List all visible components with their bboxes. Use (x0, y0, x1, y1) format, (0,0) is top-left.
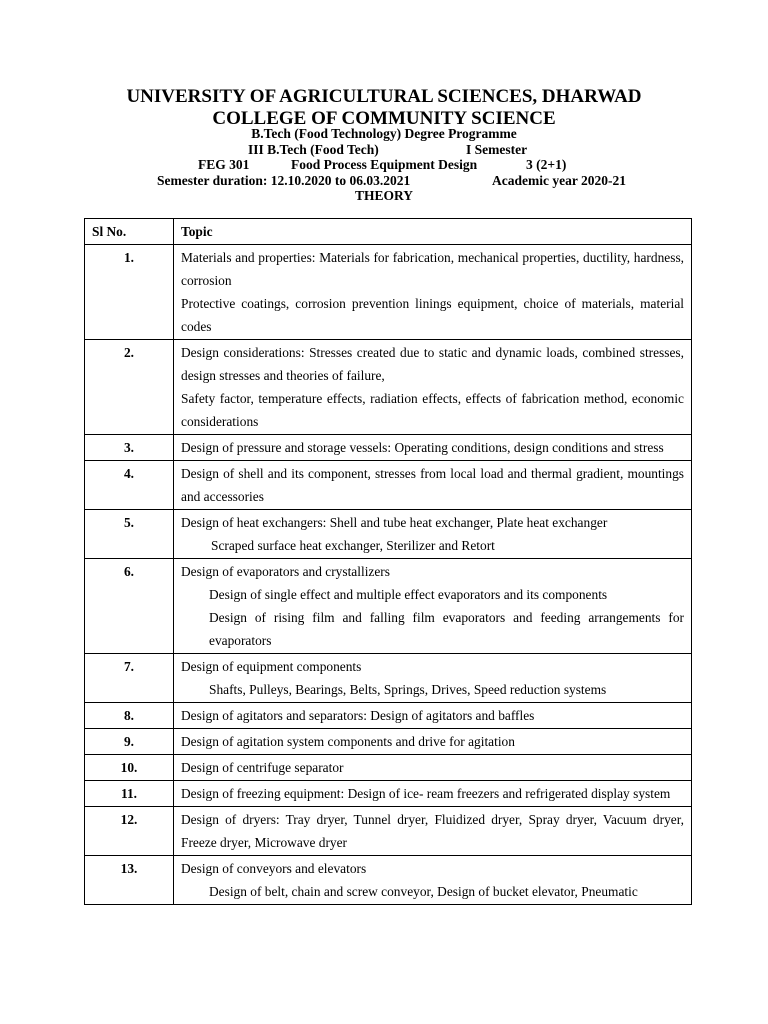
topic-text: Design of heat exchangers: Shell and tube heat exchanger, Plate heat exchanger (181, 515, 608, 530)
topic-text: Design of single effect and multiple effect evaporators and its components (209, 587, 608, 602)
topic-text: Design of agitation system components and drive for agitation (181, 734, 515, 749)
topic-cell (174, 703, 692, 729)
table-row (85, 340, 692, 435)
semester-duration: Semester duration: 12.10.2020 to 06.03.2021 (157, 173, 411, 188)
row-number: 1. (85, 245, 174, 340)
topic-text: Safety factor, temperature effects, radiation effects, effects of fabrication method, economic considerations (181, 391, 684, 429)
table-row (85, 510, 692, 559)
course-title: Food Process Equipment Design (291, 157, 478, 172)
row-number: 11. (85, 781, 174, 807)
semester-name: I Semester (466, 142, 528, 157)
table-header-row (85, 219, 692, 245)
row-number: 12. (85, 807, 174, 856)
topic-cell (174, 856, 692, 905)
row-number: 7. (85, 654, 174, 703)
academic-year: Academic year 2020-21 (492, 173, 626, 188)
topic-cell (174, 807, 692, 856)
row-number: 10. (85, 755, 174, 781)
topic-cell (174, 245, 692, 340)
topic-text: Design of equipment components (181, 659, 362, 674)
table-row (85, 703, 692, 729)
course-code: FEG 301 (198, 157, 250, 172)
table-row (85, 755, 692, 781)
row-number: 6. (85, 559, 174, 654)
topic-cell (174, 559, 692, 654)
topic-text: Design of centrifuge separator (181, 760, 344, 775)
column-header-topic: Topic (174, 219, 692, 245)
topic-cell (174, 729, 692, 755)
topic-text: Design of conveyors and elevators (181, 861, 367, 876)
table-row (85, 654, 692, 703)
table-row (85, 856, 692, 905)
topic-text: Design of belt, chain and screw conveyor, Design of bucket elevator, Pneumatic (209, 884, 638, 899)
table-row (85, 559, 692, 654)
topic-text: Design of freezing equipment: Design of ice- ream freezers and refrigerated display system (181, 786, 671, 801)
topic-text: Design of agitators and separators: Design of agitators and baffles (181, 708, 535, 723)
table-row (85, 245, 692, 340)
table-row (85, 729, 692, 755)
table-row (85, 781, 692, 807)
topic-text: Design of dryers: Tray dryer, Tunnel dryer, Fluidized dryer, Spray dryer, Vacuum dryer, Freeze dryer, Microwave dryer (181, 812, 684, 850)
university-name: UNIVERSITY OF AGRICULTURAL SCIENCES, DHARWAD (126, 86, 642, 107)
row-number: 8. (85, 703, 174, 729)
row-number: 13. (85, 856, 174, 905)
topic-text: Protective coatings, corrosion prevention linings equipment, choice of materials, material codes (181, 296, 684, 334)
row-number: 9. (85, 729, 174, 755)
topic-text: Scraped surface heat exchanger, Sterilizer and Retort (211, 538, 495, 553)
topic-cell (174, 654, 692, 703)
topic-cell (174, 781, 692, 807)
table-row (85, 461, 692, 510)
row-number: 4. (85, 461, 174, 510)
topic-text: Design considerations: Stresses created due to static and dynamic loads, combined stresses, design stresses and theories of failure, (181, 345, 684, 383)
syllabus-table (84, 218, 692, 905)
topic-text: Design of shell and its component, stresses from local load and thermal gradient, mountings and accessories (181, 466, 684, 504)
topic-cell (174, 435, 692, 461)
topic-cell (174, 510, 692, 559)
college-name: COLLEGE OF COMMUNITY SCIENCE (212, 108, 556, 129)
topic-text: Design of rising film and falling film evaporators and feeding arrangements for evaporators (209, 610, 684, 648)
topic-text: Shafts, Pulleys, Bearings, Belts, Springs, Drives, Speed reduction systems (209, 682, 607, 697)
table-row (85, 435, 692, 461)
class-name: III B.Tech (Food Tech) (248, 142, 379, 157)
topic-cell (174, 755, 692, 781)
row-number: 2. (85, 340, 174, 435)
table-row (85, 807, 692, 856)
topic-cell (174, 340, 692, 435)
row-number: 3. (85, 435, 174, 461)
programme-name: B.Tech (Food Technology) Degree Programme (251, 126, 517, 141)
topic-cell (174, 461, 692, 510)
row-number: 5. (85, 510, 174, 559)
topic-text: Design of pressure and storage vessels: Operating conditions, design conditions and stress (181, 440, 664, 455)
topic-text: Design of evaporators and crystallizers (181, 564, 390, 579)
course-credits: 3 (2+1) (526, 157, 567, 172)
section-title: THEORY (354, 188, 414, 203)
topic-text: Materials and properties: Materials for fabrication, mechanical properties, ductility, hardness, corrosion (181, 250, 684, 288)
column-header-sl-no: Sl No. (85, 219, 174, 245)
